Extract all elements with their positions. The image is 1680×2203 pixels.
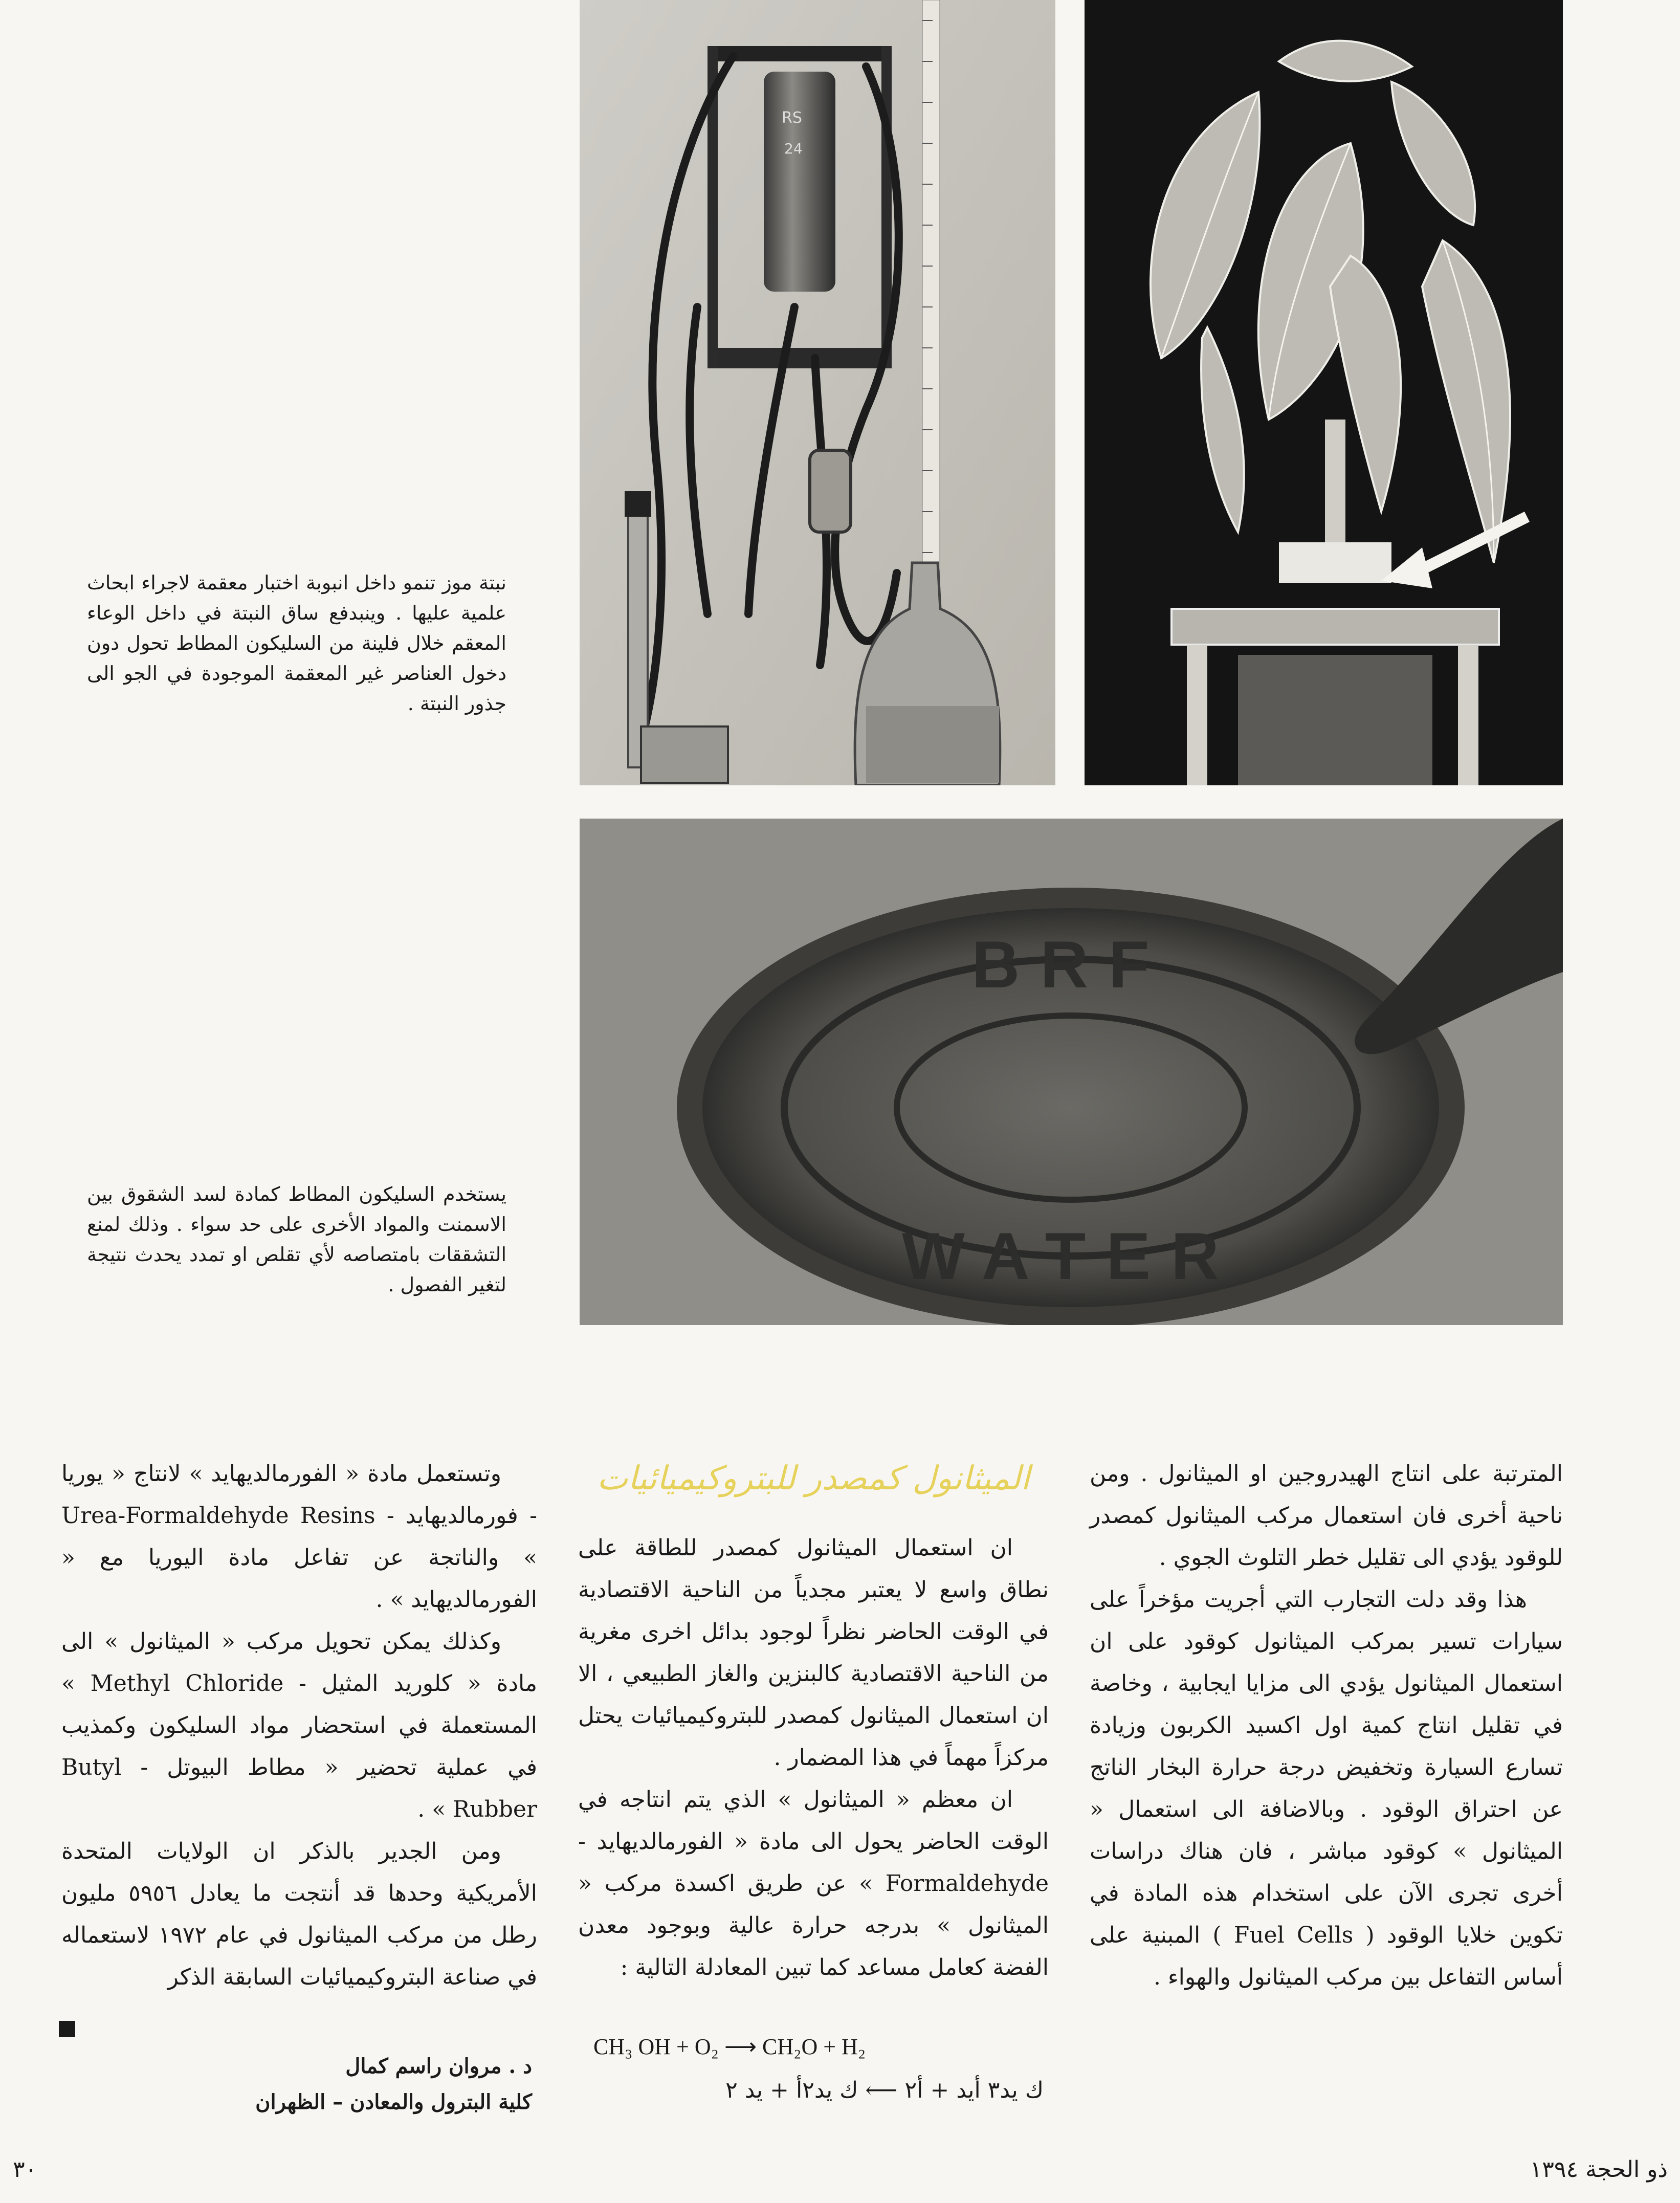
middle-col-paragraph-2: ان معظم « الميثانول » الذي يتم انتاجه في الوقت الحاضر يحول الى مادة « الفورمالديهايد - Formaldehyde » عن طريق اكسدة مركب « الميثانول » بدرجه حرارة عالية وبوجود معدن الفضة كعامل مساعد كما تبين المعادلة التالية : bbox=[578, 1787, 1049, 1980]
left-col-paragraph-3: ومن الجدير بالذكر ان الولايات المتحدة الأمريكية وحدها قد أنتجت ما يعادل ٥٩٥٦ مليون رطل من مركب الميثانول في عام ١٩٧٢ لاستعماله في صناعة البتروكيميائيات السابقة الذكر bbox=[61, 1838, 538, 1990]
photo-banana-plant bbox=[1085, 0, 1563, 785]
article-column-right bbox=[1090, 1453, 1563, 1998]
caption-silicone-sealant: يستخدم السليكون المطاط كمادة لسد الشقوق بين الاسمنت والمواد الأخرى على حد سواء . وذلك لمنع التشققات بامتصاصه لأي تقلص او تمدد يحدث نتيجة لتغير الفصول . bbox=[87, 1183, 506, 1296]
issue-date: ذو الحجة ١٣٩٤ bbox=[1530, 2156, 1668, 2183]
end-mark bbox=[59, 2021, 75, 2037]
tube-label-a: RS bbox=[782, 109, 802, 127]
page-number: ٣٠ bbox=[13, 2156, 37, 2183]
cover-text-top: BRF bbox=[971, 927, 1170, 1002]
left-col-paragraph-1: وتستعمل مادة « الفورمالديهايد » لانتاج « يوريا - فورمالديهايد - Urea-Formaldehyde Resins » والناتجة عن تفاعل مادة اليوريا مع « الفورمالديهايد » . bbox=[61, 1461, 537, 1613]
caption-banana-plant: نبتة موز تنمو داخل انبوبة اختبار معقمة لاجراء ابحاث علمية عليها . وينبدفع ساق النبتة في داخل الوعاء المعقم خلال فلينة من السليكون المطاط تحول دون دخول العناصر غير المعقمة الموجودة في الجو الى جذور النبتة . bbox=[87, 571, 506, 715]
author-name: د . مروان راسم كمال bbox=[345, 2054, 532, 2078]
equation-arabic: ك يد٣ أيد + أ٢ ⟵ ك يد٢أ + يد ٢ bbox=[725, 2077, 1044, 2103]
right-col-paragraph-1: المترتبة على انتاج الهيدروجين او الميثانول . ومن ناحية أخرى فان استعمال مركب الميثانول كمصدر للوقود يؤدي الى تقليل خطر التلوث الجوي . bbox=[1090, 1461, 1563, 1571]
photo-test-tube-apparatus bbox=[580, 0, 1055, 785]
right-col-paragraph-2: هذا وقد دلت التجارب التي أجريت مؤخراً على سيارات تسير بمركب الميثانول كوقود على ان استعمال الميثانول يؤدي الى مزايا ايجابية ، وخاصة في تقليل انتاج كمية اول اكسيد الكربون وزيادة تسارع السيارة وتخفيض درجة حرارة البخار الناتج عن احتراق الوقود . وبالاضافة الى استعمال « الميثانول » كوقود مباشر ، فان هناك دراسات أخرى تجرى الآن على استخدام هذه المادة في تكوين خلايا الوقود ( Fuel Cells ) المبنية على أساس التفاعل بين مركب الميثانول والهواء . bbox=[1090, 1587, 1563, 1990]
photo-silicone-water-cover bbox=[580, 819, 1563, 1325]
article-column-left bbox=[61, 1453, 537, 1998]
cover-text-bottom: WATER bbox=[902, 1219, 1240, 1293]
equation-latin: CH₃ OH + O₂ ⟶ CH₂O + H₂ bbox=[593, 2034, 866, 2059]
tube-label-b: 24 bbox=[784, 140, 803, 157]
article-column-middle bbox=[578, 1527, 1049, 1989]
author-affiliation: كلية البترول والمعادن – الظهران bbox=[255, 2090, 532, 2114]
section-heading: الميثانول كمصدر للبتروكيميائيات bbox=[597, 1460, 1030, 1497]
left-col-paragraph-2: وكذلك يمكن تحويل مركب « الميثانول » الى مادة « كلوريد المثيل - Methyl Chloride » المستعملة في استحضار مواد السليكون وكمذيب في عملية تحضير « مطاط البيوتل - Butyl Rubber » . bbox=[61, 1628, 538, 1822]
middle-col-paragraph-1: ان استعمال الميثانول كمصدر للطاقة على نطاق واسع لا يعتبر مجدياً من الناحية الاقتصادية في الوقت الحاضر نظراً لوجود بدائل اخرى مغرية من الناحية الاقتصادية كالبنزين والغاز الطبيعي ، الا ان استعمال الميثانول كمصدر للبتروكيميائيات يحتل مركزاً مهماً في هذا المضمار . bbox=[578, 1535, 1049, 1771]
